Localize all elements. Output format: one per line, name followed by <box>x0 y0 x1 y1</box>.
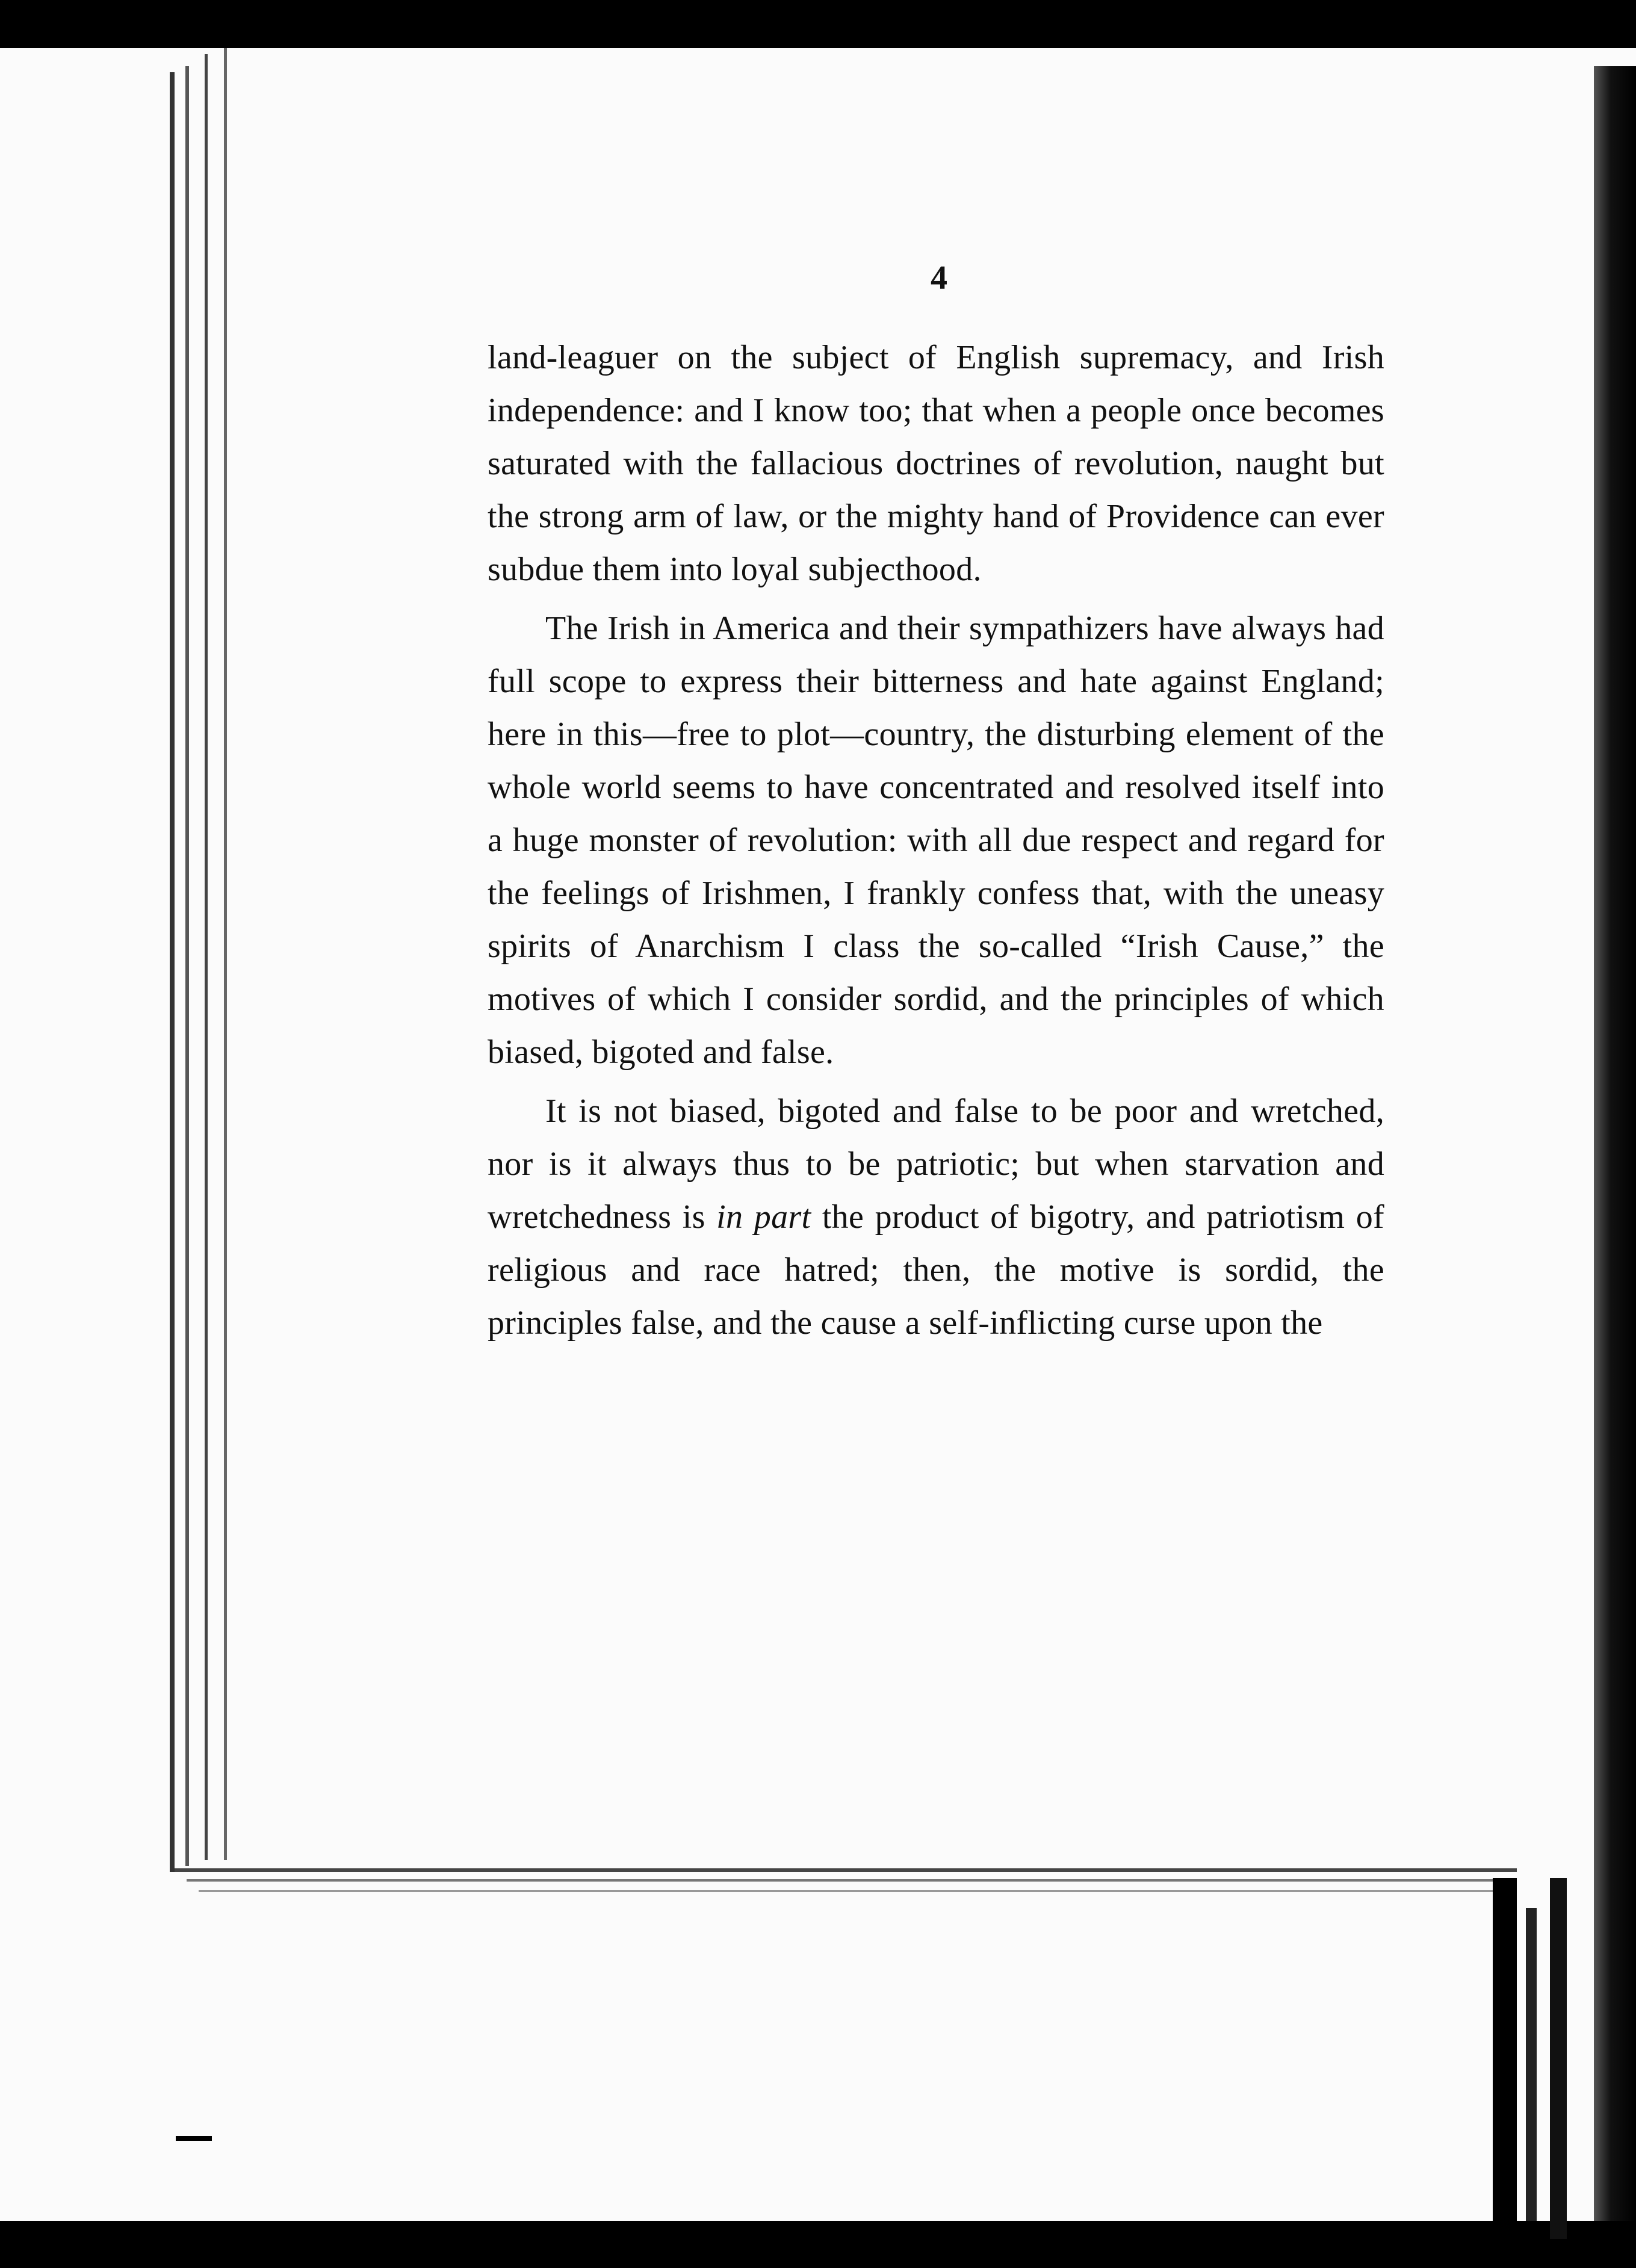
binding-shadow <box>1550 1878 1567 2239</box>
left-page-edge <box>205 54 208 1860</box>
paragraph-2 <box>488 602 1384 1079</box>
binding-shadow <box>1526 1908 1537 2221</box>
bottom-page-edge <box>187 1879 1517 1882</box>
paragraph-text: the product of bigotry, and patriotism of religious and race hatred; then, the motive is sordid, the principles false, and the cause a self-inflicting curse upon the <box>488 1198 1384 1342</box>
paragraph-3 <box>488 1085 1384 1349</box>
bottom-page-edge <box>199 1890 1517 1892</box>
bottom-page-edge <box>175 1868 1517 1872</box>
left-page-edge <box>224 48 227 1860</box>
left-page-edge <box>185 66 189 1866</box>
left-page-edge <box>170 72 175 1872</box>
paragraph-text: It is not biased, bigoted and false to be poor and wretched, nor is it always thus to be patriotic; but when starvation and wretchedness is <box>488 1092 1384 1236</box>
paragraph-1 <box>488 331 1384 596</box>
right-page-edge <box>1594 66 1636 2221</box>
page-number: 4 <box>931 259 947 297</box>
paragraph-text: land-leaguer on the subject of English supremacy, and Irish independence: and I know too; that when a people once becomes saturated with the fallacious doctrines of revolution, naught but the strong arm of law, or the mighty hand of Providence can ever subdue them into loyal subjecthood. <box>488 339 1384 588</box>
scan-mark <box>176 2136 212 2141</box>
paragraph-text: The Irish in America and their sympathizers have always had full scope to express their bitterness and hate against England; here in this—free to plot—country, the disturbing element of the whole world seems to have concentrated and resolved itself into a huge monster of revolution: with all due respect and regard for the feelings of Irishmen, I frankly confess that, with the uneasy spirits of Anarchism I class the so-called “Irish Cause,” the motives of which I consider sordid, and the principles of which biased, bigoted and false. <box>488 610 1384 1071</box>
body-text <box>488 331 1384 1349</box>
binding-shadow <box>1493 1878 1517 2263</box>
italic-phrase: in part <box>716 1198 811 1236</box>
